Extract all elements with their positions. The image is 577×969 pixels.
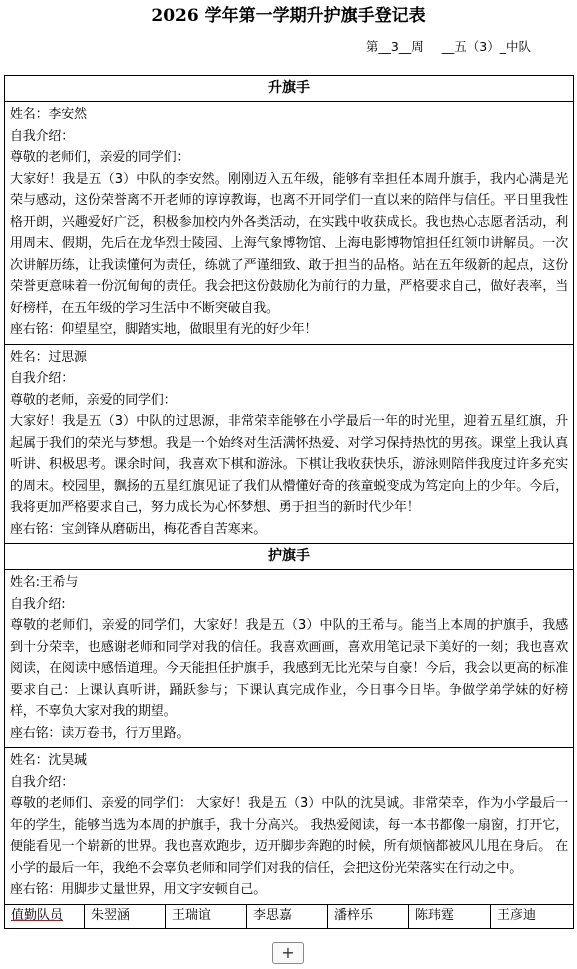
intro-body: 大家好！我是五（3）中队的过思源，非常荣幸能够在小学最后一年的时光里，迎着五星红旗，升起属于我们的荣光与梦想。我是一个始终对生活满怀热爱、对学习保持热忱的男孩。课堂上我认真听讲、积极思考。课余时间，我喜欢下棋和游泳。下棋让我收获快乐，游泳则陪伴我度过许多充实的周末。校园里，飘扬的五星红旗见证了我们从懵懂好奇的孩童蜕变成为笃定向上的少年。今后，我将更加严格要求自己，努力成长为心怀梦想、勇于担当的新时代少年！: [10, 414, 568, 515]
raise-entry-1[interactable]: [5, 102, 573, 345]
duty-member[interactable]: 李思嘉: [247, 905, 328, 928]
duty-member[interactable]: 王瑞谊: [166, 905, 247, 928]
duty-label: 值勤队员: [11, 907, 64, 923]
intro-label: 自我介绍:: [10, 596, 66, 612]
motto: 座右铭：读万卷书，行万里路。: [10, 725, 190, 741]
intro-body: 尊敬的老师们、亲爱的同学们： 大家好！我是五（3）中队的沈昊诚。非常荣幸，作为小学最后一年的学生，能够当选为本周的护旗手，我十分高兴。 我热爱阅读，每一本书都像一扇窗，打开它，便能看见一个崭新的世界。我也喜欢跑步，迈开脚步奔跑的时候，所有烦恼都被风儿甩在身后。 在小学的最后一年，我绝不会辜负老师和同学们对我的信任，会把这份光荣落实在行动之中。: [10, 796, 568, 876]
guard-entry-1[interactable]: [5, 570, 573, 748]
week-label: 第__3__周: [365, 39, 424, 54]
add-row-button[interactable]: +: [272, 942, 304, 964]
intro-label: 自我介绍：: [10, 774, 75, 790]
motto: 座右铭：用脚步丈量世界，用文字安顿自己。: [10, 882, 267, 897]
duty-member[interactable]: 潘梓乐: [328, 905, 409, 928]
page-title: 2026 学年第一学期升护旗手登记表: [151, 6, 426, 26]
duty-label-cell: [5, 905, 85, 928]
duty-member[interactable]: 朱翌涵: [85, 905, 166, 928]
greeting: 尊敬的老师，亲爱的同学们：: [10, 392, 177, 408]
intro-body: 大家好！我是五（3）中队的李安然。刚刚迈入五年级，能够有幸担任本周升旗手，我内心满是光荣与感动，这份荣誉离不开老师的谆谆教诲，也离不开同学们一直以来的陪伴与信任。平日里我性格开朗，兴趣爱好广泛，积极参加校内外各类活动，在实践中收获成长。我也热心志愿者活动，利用周末、假期，先后在龙华烈士陵园、上海气象博物馆、上海电影博物馆担任红领巾讲解员。一次次讲解历练，让我读懂何为责任，练就了严谨细致、敢于担当的品格。站在五年级新的起点，这份荣誉更意味着一份沉甸甸的责任。我会把这份鼓励化为前行的力量，严格要求自己，做好表率，当好榜样，在五年级的学习生活中不断突破自我。: [10, 171, 568, 316]
motto: 座右铭：仰望星空，脚踏实地，做眼里有光的好少年！: [10, 322, 318, 337]
guard-section-heading: 护旗手: [5, 544, 573, 570]
duty-row: [5, 905, 573, 928]
duty-member[interactable]: 王彦迪: [497, 907, 537, 923]
intro-body: 尊敬的老师们，亲爱的同学们，大家好！我是五（3）中队的王希与。能当上本周的护旗手，我感到十分荣幸，也感谢老师和同学对我的信任。我喜欢画画，喜欢用笔记录下美好的一刻；我也喜欢阅读，在阅读中感悟道理。今天能担任护旗手，我感到无比光荣与自豪！今后，我会以更高的标准要求自己：上课认真听讲，踊跃参与；下课认真完成作业，今日事今日毕。争做学弟学妹的好榜样，不辜负大家对我的期望。: [10, 618, 568, 719]
week-class-line: [352, 38, 531, 56]
raise-section-heading: 升旗手: [5, 76, 573, 102]
greeting: 尊敬的老师们，亲爱的同学们：: [10, 150, 190, 165]
entry-name: 姓名:王希与: [10, 575, 79, 590]
entry-name: 姓名：沈昊瑊: [10, 753, 87, 768]
raise-entry-2[interactable]: [5, 345, 573, 545]
motto: 座右铭：宝剑锋从磨砺出，梅花香自苦寒来。: [10, 521, 267, 537]
intro-label: 自我介绍：: [10, 128, 75, 144]
register-table: [4, 75, 574, 929]
intro-label: 自我介绍：: [10, 371, 75, 386]
entry-name: 姓名：过思源: [10, 349, 87, 365]
class-label: __五（3）_中队: [441, 39, 531, 54]
entry-name: 姓名：李安然: [10, 107, 87, 122]
guard-entry-2[interactable]: [5, 748, 573, 905]
duty-member[interactable]: 陈玮霆: [409, 905, 491, 928]
